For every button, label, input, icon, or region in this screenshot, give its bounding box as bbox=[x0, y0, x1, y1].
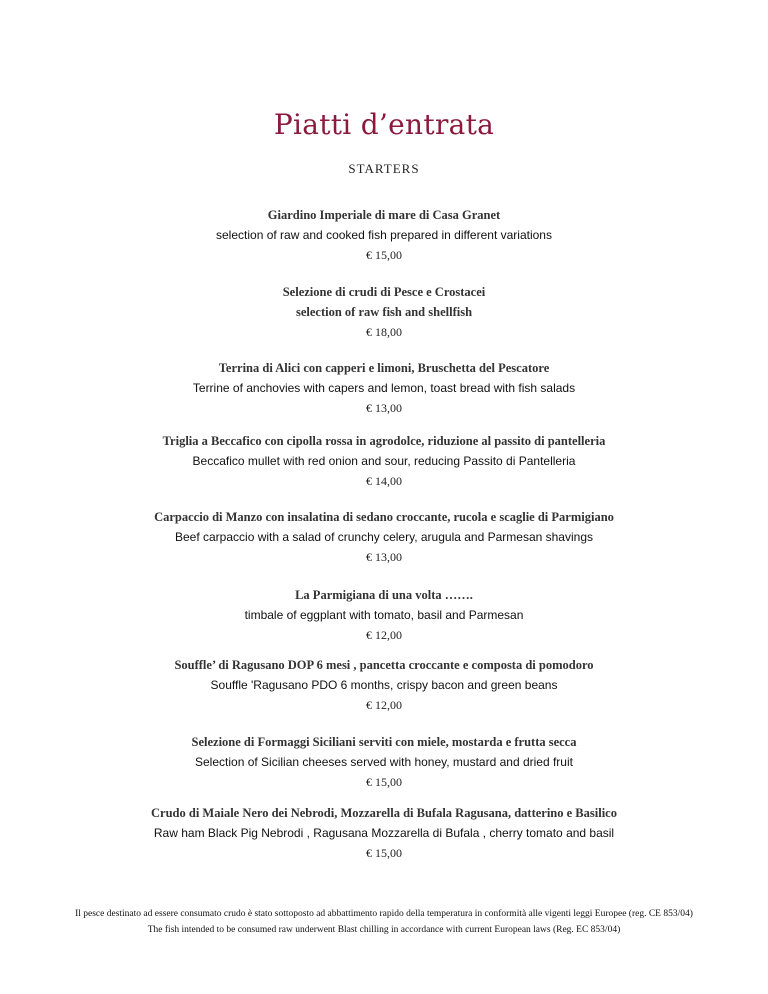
dish-description-en: Raw ham Black Pig Nebrodi , Ragusana Mozzarella di Bufala , cherry tomato and basil bbox=[153, 826, 615, 840]
dish-selezione-crudi bbox=[0, 282, 768, 342]
dish-price: € 14,00 bbox=[366, 474, 402, 488]
dish-description-en: selection of raw fish and shellfish bbox=[295, 305, 473, 319]
notice-line-en: The fish intended to be consumed raw underwent Blast chilling in accordance with current European laws (Reg. EC 853/04) bbox=[147, 925, 621, 935]
dish-name-it: Crudo di Maiale Nero dei Nebrodi, Mozzarella di Bufala Ragusana, datterino e Basilico bbox=[151, 806, 617, 820]
dish-price: € 13,00 bbox=[366, 550, 402, 564]
dish-description-en: Selection of Sicilian cheeses served with honey, mustard and dried fruit bbox=[195, 755, 573, 769]
page-title: Piatti d’entrata bbox=[273, 108, 495, 141]
dish-triglia-beccafico bbox=[0, 431, 768, 491]
dish-name-it: Carpaccio di Manzo con insalatina di sedano croccante, rucola e scaglie di Parmigiano bbox=[154, 510, 614, 524]
dish-name-it: Selezione di Formaggi Siciliani serviti con miele, mostarda e frutta secca bbox=[191, 735, 577, 749]
dish-terrina-alici bbox=[0, 358, 768, 418]
notice-line-it: Il pesce destinato ad essere consumato crudo è stato sottoposto ad abbattimento rapido della temperatura in conformità alle vigenti leggi Europee (reg. CE 853/04) bbox=[75, 909, 693, 919]
dish-price: € 15,00 bbox=[366, 846, 402, 860]
dish-description-en: selection of raw and cooked fish prepared in different variations bbox=[216, 228, 552, 242]
dish-parmigiana bbox=[0, 585, 768, 645]
dish-souffle-ragusano bbox=[0, 655, 768, 715]
dish-name-it: La Parmigiana di una volta ……. bbox=[295, 588, 473, 602]
dish-price: € 15,00 bbox=[366, 248, 402, 262]
dish-name-it: Selezione di crudi di Pesce e Crostacei bbox=[282, 285, 486, 299]
dish-name-it: Giardino Imperiale di mare di Casa Granet bbox=[267, 208, 501, 222]
dish-description-en: Souffle 'Ragusano PDO 6 months, crispy bacon and green beans bbox=[210, 678, 558, 692]
dish-description-en: Terrine of anchovies with capers and lemon, toast bread with fish salads bbox=[192, 381, 576, 395]
dish-giardino-imperiale bbox=[0, 205, 768, 265]
dish-name-it: Souffle’ di Ragusano DOP 6 mesi , pancetta croccante e composta di pomodoro bbox=[174, 658, 594, 672]
dish-description-en: Beccafico mullet with red onion and sour, reducing Passito di Pantelleria bbox=[192, 454, 576, 468]
section-subtitle: STARTERS bbox=[348, 161, 420, 176]
dish-price: € 12,00 bbox=[366, 628, 402, 642]
dish-crudo-maiale-nero bbox=[0, 803, 768, 863]
dish-price: € 13,00 bbox=[366, 401, 402, 415]
dish-name-it: Terrina di Alici con capperi e limoni, Bruschetta del Pescatore bbox=[218, 361, 550, 375]
dish-formaggi-siciliani bbox=[0, 732, 768, 792]
dish-price: € 12,00 bbox=[366, 698, 402, 712]
raw-fish-notice bbox=[0, 906, 768, 938]
dish-carpaccio-manzo bbox=[0, 507, 768, 567]
dish-price: € 15,00 bbox=[366, 775, 402, 789]
dish-name-it: Triglia a Beccafico con cipolla rossa in agrodolce, riduzione al passito di pantelleria bbox=[162, 434, 606, 448]
dish-description-en: timbale of eggplant with tomato, basil and Parmesan bbox=[244, 608, 524, 622]
dish-description-en: Beef carpaccio with a salad of crunchy celery, arugula and Parmesan shavings bbox=[174, 530, 593, 544]
dish-price: € 18,00 bbox=[366, 325, 402, 339]
